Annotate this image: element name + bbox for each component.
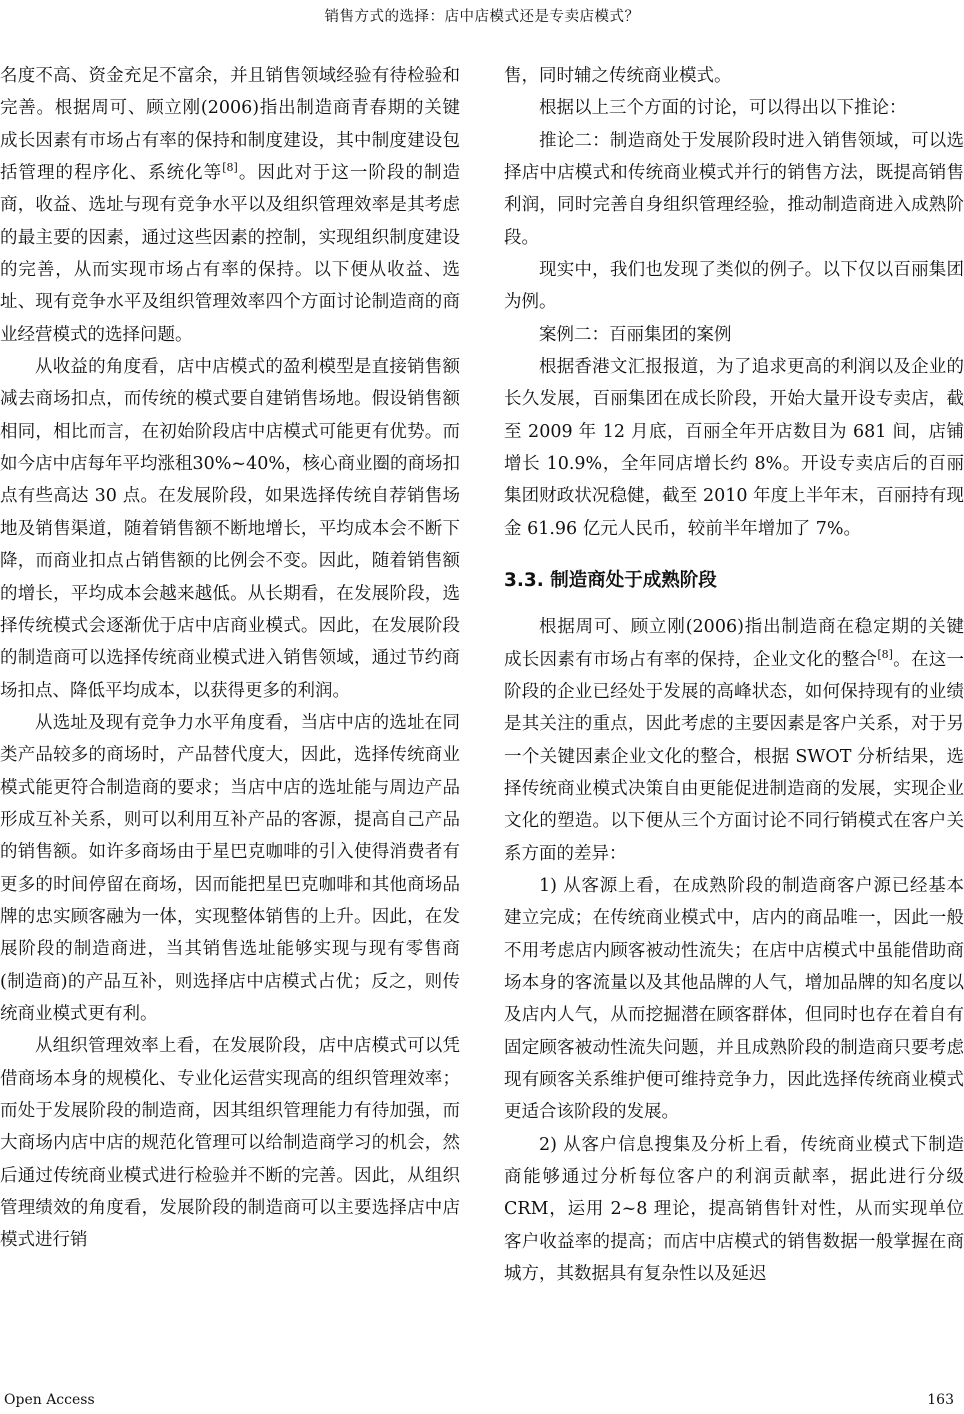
paragraph: 根据香港文汇报报道，为了追求更高的利润以及企业的长久发展，百丽集团在成长阶段，开始大量开设专卖店，截至 2009 年 12 月底，百丽全年开店数目为 681 间，店铺增长 10.9%，全年同店增长约 8%。开设专卖店后的百丽集团财政状况稳健，截至 2010 年度上半年末，百丽持有现金 61.96 亿元人民币，较前半年增加了 7%。 bbox=[504, 357, 964, 539]
paragraph: 从组织管理效率上看，在发展阶段，店中店模式可以凭借商场本身的规模化、专业化运营实现高的组织管理效率；而处于发展阶段的制造商，因其组织管理能力有待加强，而大商场内店中店的规范化管理可以给制造商学习的机会，然后通过传统商业模式进行检验并不断的完善。因此，从组织管理绩效的角度看，发展阶段的制造商可以主要选择店中店模式进行销 bbox=[0, 1036, 460, 1251]
paragraph: 售，同时辅之传统商业模式。 bbox=[504, 66, 732, 86]
paragraph: 从选址及现有竞争力水平角度看，当店中店的选址在同类产品较多的商场时，产品替代度大，因此，选择传统商业模式能更符合制造商的要求；当店中店的选址能与周边产品形成互补关系，则可以利用互补产品的客源，提高自己产品的销售额。如许多商场由于星巴克咖啡的引入使得消费者有更多的时间停留在商场，因而能把星巴克咖啡和其他商场品牌的忠实顾客融为一体，实现整体销售的上升。因此，在发展阶段的制造商进，当其销售选址能够实现与现有零售商(制造商)的产品互补，则选择店中店模式占优；反之，则传统商业模式更有利。 bbox=[0, 712, 460, 1024]
page-number: 163 bbox=[927, 1392, 954, 1408]
list-item: 2) 从客户信息搜集及分析上看，传统商业模式下制造商能够通过分析每位客户的利润贡献率，据此进行分级 CRM，运用 2~8 理论，提高销售针对性，从而实现单位客户收益率的提高；而店中店模式的销售数据一般掌握在商城方，其数据具有复杂性以及延迟 bbox=[504, 1134, 964, 1285]
paragraph: 现实中，我们也发现了类似的例子。以下仅以百丽集团为例。 bbox=[504, 260, 964, 313]
citation-ref[interactable]: [8] bbox=[222, 161, 238, 175]
paragraph: 名度不高、资金充足不富余，并且销售领域经验有待检验和完善。根据周可、顾立刚(2006)指出制造商青春期的关键成长因素有市场占有率的保持和制度建设，其中制度建设包括管理的程序化、系统化等[8]。因此对于这一阶段的制造商，收益、选址与现有竞争水平以及组织管理效率是其考虑的最主要的因素，通过这些因素的控制，实现组织制度建设的完善，从而实现市场占有率的保持。以下便从收益、选址、现有竞争水平及组织管理效率四个方面讨论制造商的商业经营模式的选择问题。 bbox=[0, 66, 460, 345]
case-title: 案例二：百丽集团的案例 bbox=[539, 324, 732, 345]
left-column bbox=[0, 60, 460, 1257]
paragraph: 推论二：制造商处于发展阶段时进入销售领域，可以选择店中店模式和传统商业模式并行的销售方法，既提高销售利润，同时完善自身组织管理经验，推动制造商进入成熟阶段。 bbox=[504, 130, 964, 248]
running-title: 销售方式的选择：店中店模式还是专卖店模式？ bbox=[324, 9, 640, 25]
journal-name: Open Access bbox=[4, 1392, 95, 1408]
section-heading: 3.3. 制造商处于成熟阶段 bbox=[504, 570, 717, 592]
paragraph: 根据以上三个方面的讨论，可以得出以下推论： bbox=[539, 98, 907, 119]
paragraph: 根据周可、顾立刚(2006)指出制造商在稳定期的关键成长因素有市场占有率的保持，企业文化的整合[8]。在这一阶段的企业已经处于发展的高峰状态，如何保持现有的业绩是其关注的重点，因此考虑的主要因素是客户关系，对于另一个关键因素企业文化的整合，根据 SWOT 分析结果，选择传统商业模式决策自由更能促进制造商的发展，实现企业文化的塑造。以下便从三个方面讨论不同行销模式在客户关系方面的差异： bbox=[504, 617, 964, 864]
paragraph: 从收益的角度看，店中店模式的盈利模型是直接销售额减去商场扣点，而传统的模式要自建销售场地。假设销售额相同，相比而言，在初始阶段店中店模式可能更有优势。而如今店中店每年平均涨租30%~40%，核心商业圈的商场扣点有些高达 30 点。在发展阶段，如果选择传统自荐销售场地及销售渠道，随着销售额不断地增长，平均成本会不断下降，而商业扣点占销售额的比例会不变。因此，随着销售额的增长，平均成本会越来越低。从长期看，在发展阶段，选择传统模式会逐渐优于店中店商业模式。因此，在发展阶段的制造商可以选择传统商业模式进入销售领域，通过节约商场扣点、降低平均成本，以获得更多的利润。 bbox=[0, 357, 460, 701]
citation-ref[interactable]: [8] bbox=[877, 647, 893, 661]
right-column bbox=[504, 60, 964, 1290]
list-item: 1) 从客源上看，在成熟阶段的制造商客户源已经基本建立完成；在传统商业模式中，店内的商品唯一，因此一般不用考虑店内顾客被动性流失；在店中店模式中虽能借助商场本身的客流量以及其他品牌的人气，增加品牌的知名度以及店内人气，从而挖掘潜在顾客群体，但同时也存在着自有固定顾客被动性流失问题，并且成熟阶段的制造商只要考虑现有顾客关系维护便可维持竞争力，因此选择传统商业模式更适合该阶段的发展。 bbox=[504, 875, 964, 1123]
